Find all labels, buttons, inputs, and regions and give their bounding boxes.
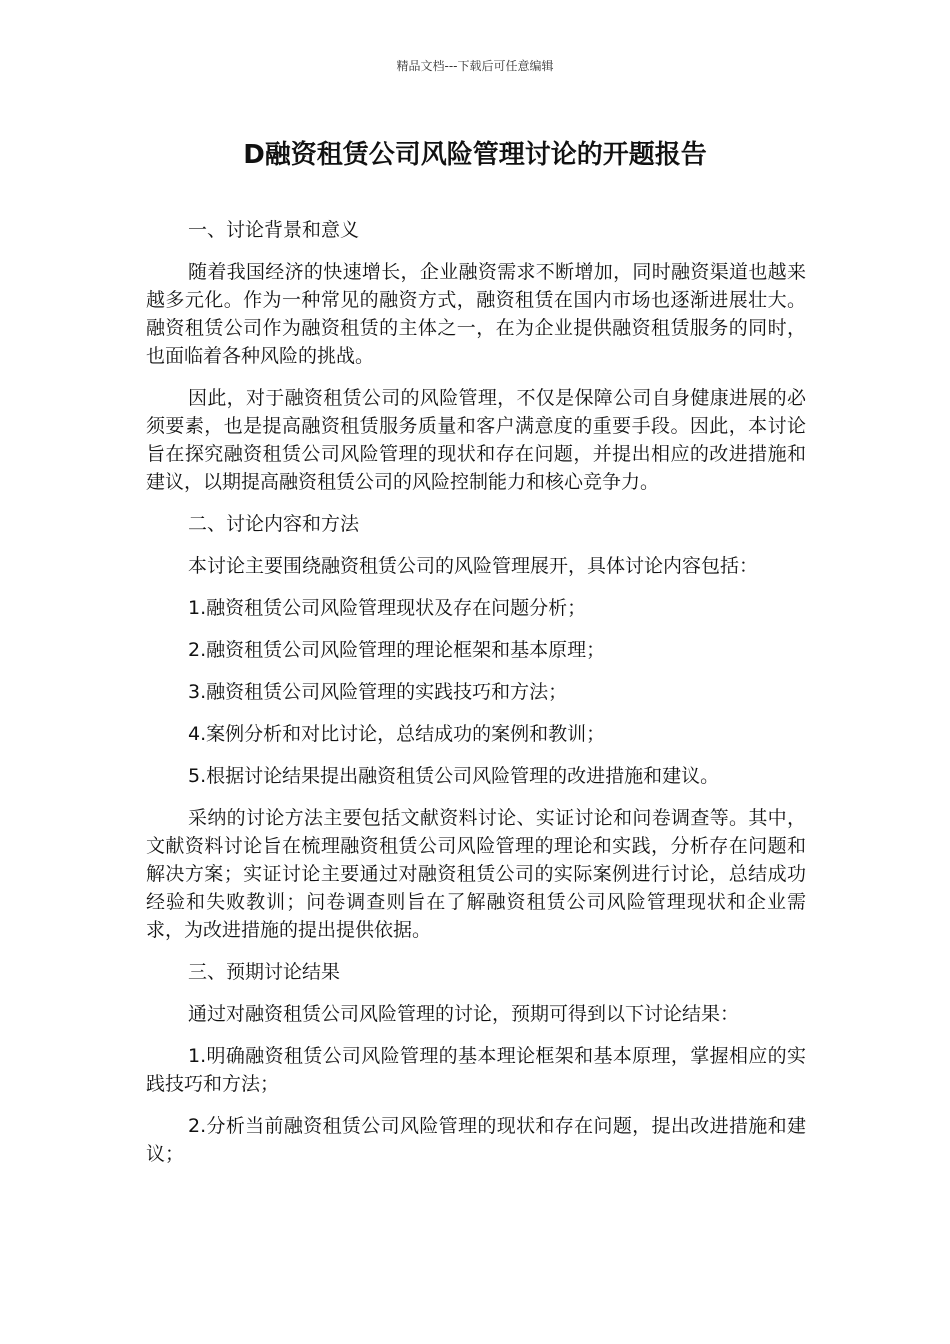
document-body <box>146 216 806 1182</box>
paragraph-significance: 因此，对于融资租赁公司的风险管理，不仅是保障公司自身健康进展的必须要素，也是提高融资租赁服务质量和客户满意度的重要手段。因此，本讨论旨在探究融资租赁公司风险管理的现状和存在问题，并提出相应的改进措施和建议，以期提高融资租赁公司的风险控制能力和核心竞争力。 <box>146 387 806 493</box>
list-item-content-5: 5.根据讨论结果提出融资租赁公司风险管理的改进措施和建议。 <box>188 765 720 787</box>
list-item-content-2: 2.融资租赁公司风险管理的理论框架和基本原理； <box>188 639 606 661</box>
section-heading-background: 一、讨论背景和意义 <box>188 219 360 241</box>
paragraph-method: 采纳的讨论方法主要包括文献资料讨论、实证讨论和问卷调查等。其中，文献资料讨论旨在梳理融资租赁公司风险管理的理论和实践，分析存在问题和解决方案；实证讨论主要通过对融资租赁公司的实际案例进行讨论，总结成功经验和失败教训；问卷调查则旨在了解融资租赁公司风险管理现状和企业需求，为改进措施的提出提供依据。 <box>146 807 806 941</box>
paragraph-background: 随着我国经济的快速增长，企业融资需求不断增加，同时融资渠道也越来越多元化。作为一种常见的融资方式，融资租赁在国内市场也逐渐进展壮大。融资租赁公司作为融资租赁的主体之一，在为企业提供融资租赁服务的同时，也面临着各种风险的挑战。 <box>146 261 806 367</box>
list-item-content-1: 1.融资租赁公司风险管理现状及存在问题分析； <box>188 597 587 619</box>
document-title: D融资租赁公司风险管理讨论的开题报告 <box>243 140 707 170</box>
header-note: 精品文档---下载后可任意编辑 <box>396 59 554 73</box>
section-heading-content-method: 二、讨论内容和方法 <box>188 513 360 535</box>
list-item-content-3: 3.融资租赁公司风险管理的实践技巧和方法； <box>188 681 568 703</box>
paragraph-content-intro: 本讨论主要围绕融资租赁公司的风险管理展开，具体讨论内容包括： <box>188 555 759 577</box>
list-item-content-4: 4.案例分析和对比讨论，总结成功的案例和教训； <box>188 723 606 745</box>
paragraph-results-intro: 通过对融资租赁公司风险管理的讨论，预期可得到以下讨论结果： <box>188 1003 740 1025</box>
list-item-result-2: 2.分析当前融资租赁公司风险管理的现状和存在问题，提出改进措施和建议； <box>146 1115 806 1165</box>
section-heading-expected-results: 三、预期讨论结果 <box>188 961 341 983</box>
list-item-result-1: 1.明确融资租赁公司风险管理的基本理论框架和基本原理，掌握相应的实践技巧和方法； <box>146 1045 806 1095</box>
